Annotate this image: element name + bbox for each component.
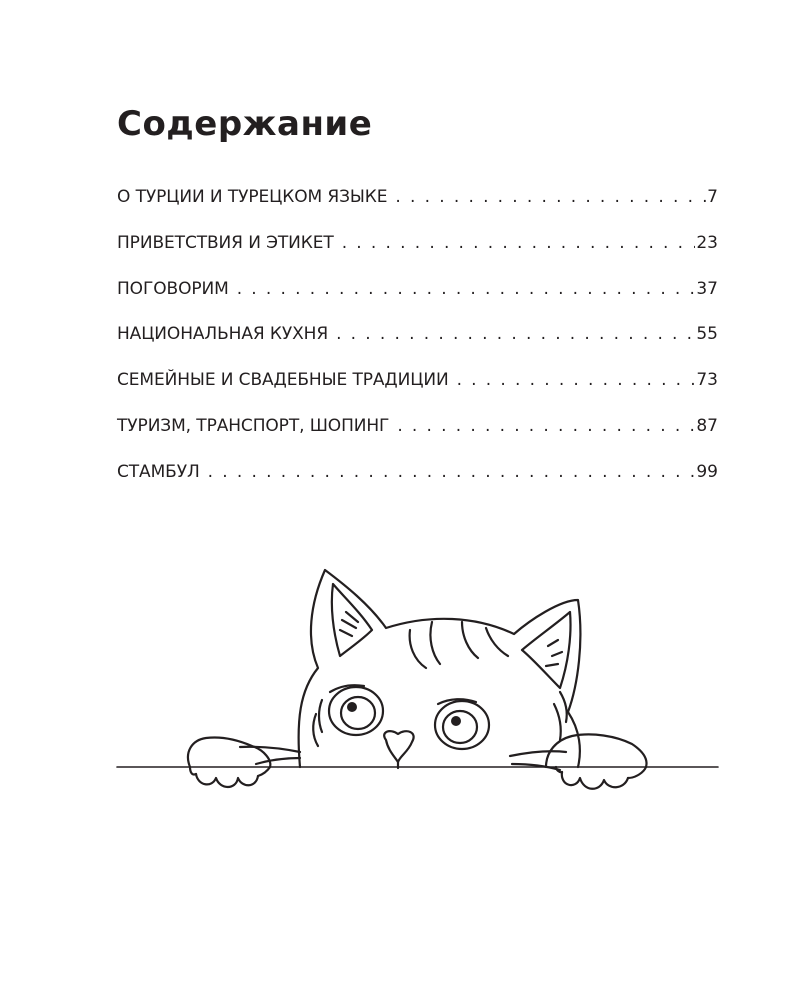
toc-dot-leader <box>457 367 696 393</box>
toc-entry[interactable] <box>117 367 718 413</box>
toc-page-number: 99 <box>696 461 718 482</box>
toc-entry-title: О ТУРЦИИ И ТУРЕЦКОМ ЯЗЫКЕ <box>117 187 388 207</box>
toc-entry-title: ПОГОВОРИМ <box>117 278 229 299</box>
cat-right-ear-inner <box>522 612 571 688</box>
toc-entry[interactable] <box>117 459 718 505</box>
toc-dot-leader <box>336 321 695 347</box>
toc-entry-title: СЕМЕЙНЫЕ И СВАДЕБНЫЕ ТРАДИЦИИ <box>117 370 449 391</box>
toc-dot-leader <box>397 413 695 439</box>
toc-page-number: 73 <box>696 370 718 391</box>
toc-page-number: 87 <box>696 415 718 436</box>
cat-forehead-stripes <box>410 622 508 668</box>
toc-entry[interactable] <box>117 230 718 276</box>
toc-page-number: 55 <box>696 324 718 345</box>
toc-page-number: 37 <box>696 278 718 299</box>
toc-dot-leader <box>342 230 696 256</box>
toc-page-number: 23 <box>696 232 718 253</box>
cat-nose <box>384 731 413 762</box>
peeking-cat-illustration <box>0 550 800 810</box>
toc-dot-leader <box>395 184 706 210</box>
page-title: Содержание <box>117 104 373 144</box>
cat-left-ear-inner <box>332 584 372 656</box>
toc-page-number: 7 <box>707 187 718 207</box>
toc-dot-leader <box>237 276 696 302</box>
toc-entry-title: СТАМБУЛ <box>117 461 200 482</box>
toc-entry[interactable] <box>117 276 718 322</box>
toc-entry-title: ПРИВЕТСТВИЯ И ЭТИКЕТ <box>117 232 334 253</box>
table-of-contents <box>117 184 718 505</box>
toc-entry[interactable] <box>117 321 718 367</box>
toc-entry-title: НАЦИОНАЛЬНАЯ КУХНЯ <box>117 324 329 345</box>
toc-dot-leader <box>208 459 696 485</box>
toc-entry[interactable] <box>117 413 718 459</box>
toc-entry-title: ТУРИЗМ, ТРАНСПОРТ, ШОПИНГ <box>117 415 390 436</box>
toc-entry[interactable] <box>117 184 718 230</box>
